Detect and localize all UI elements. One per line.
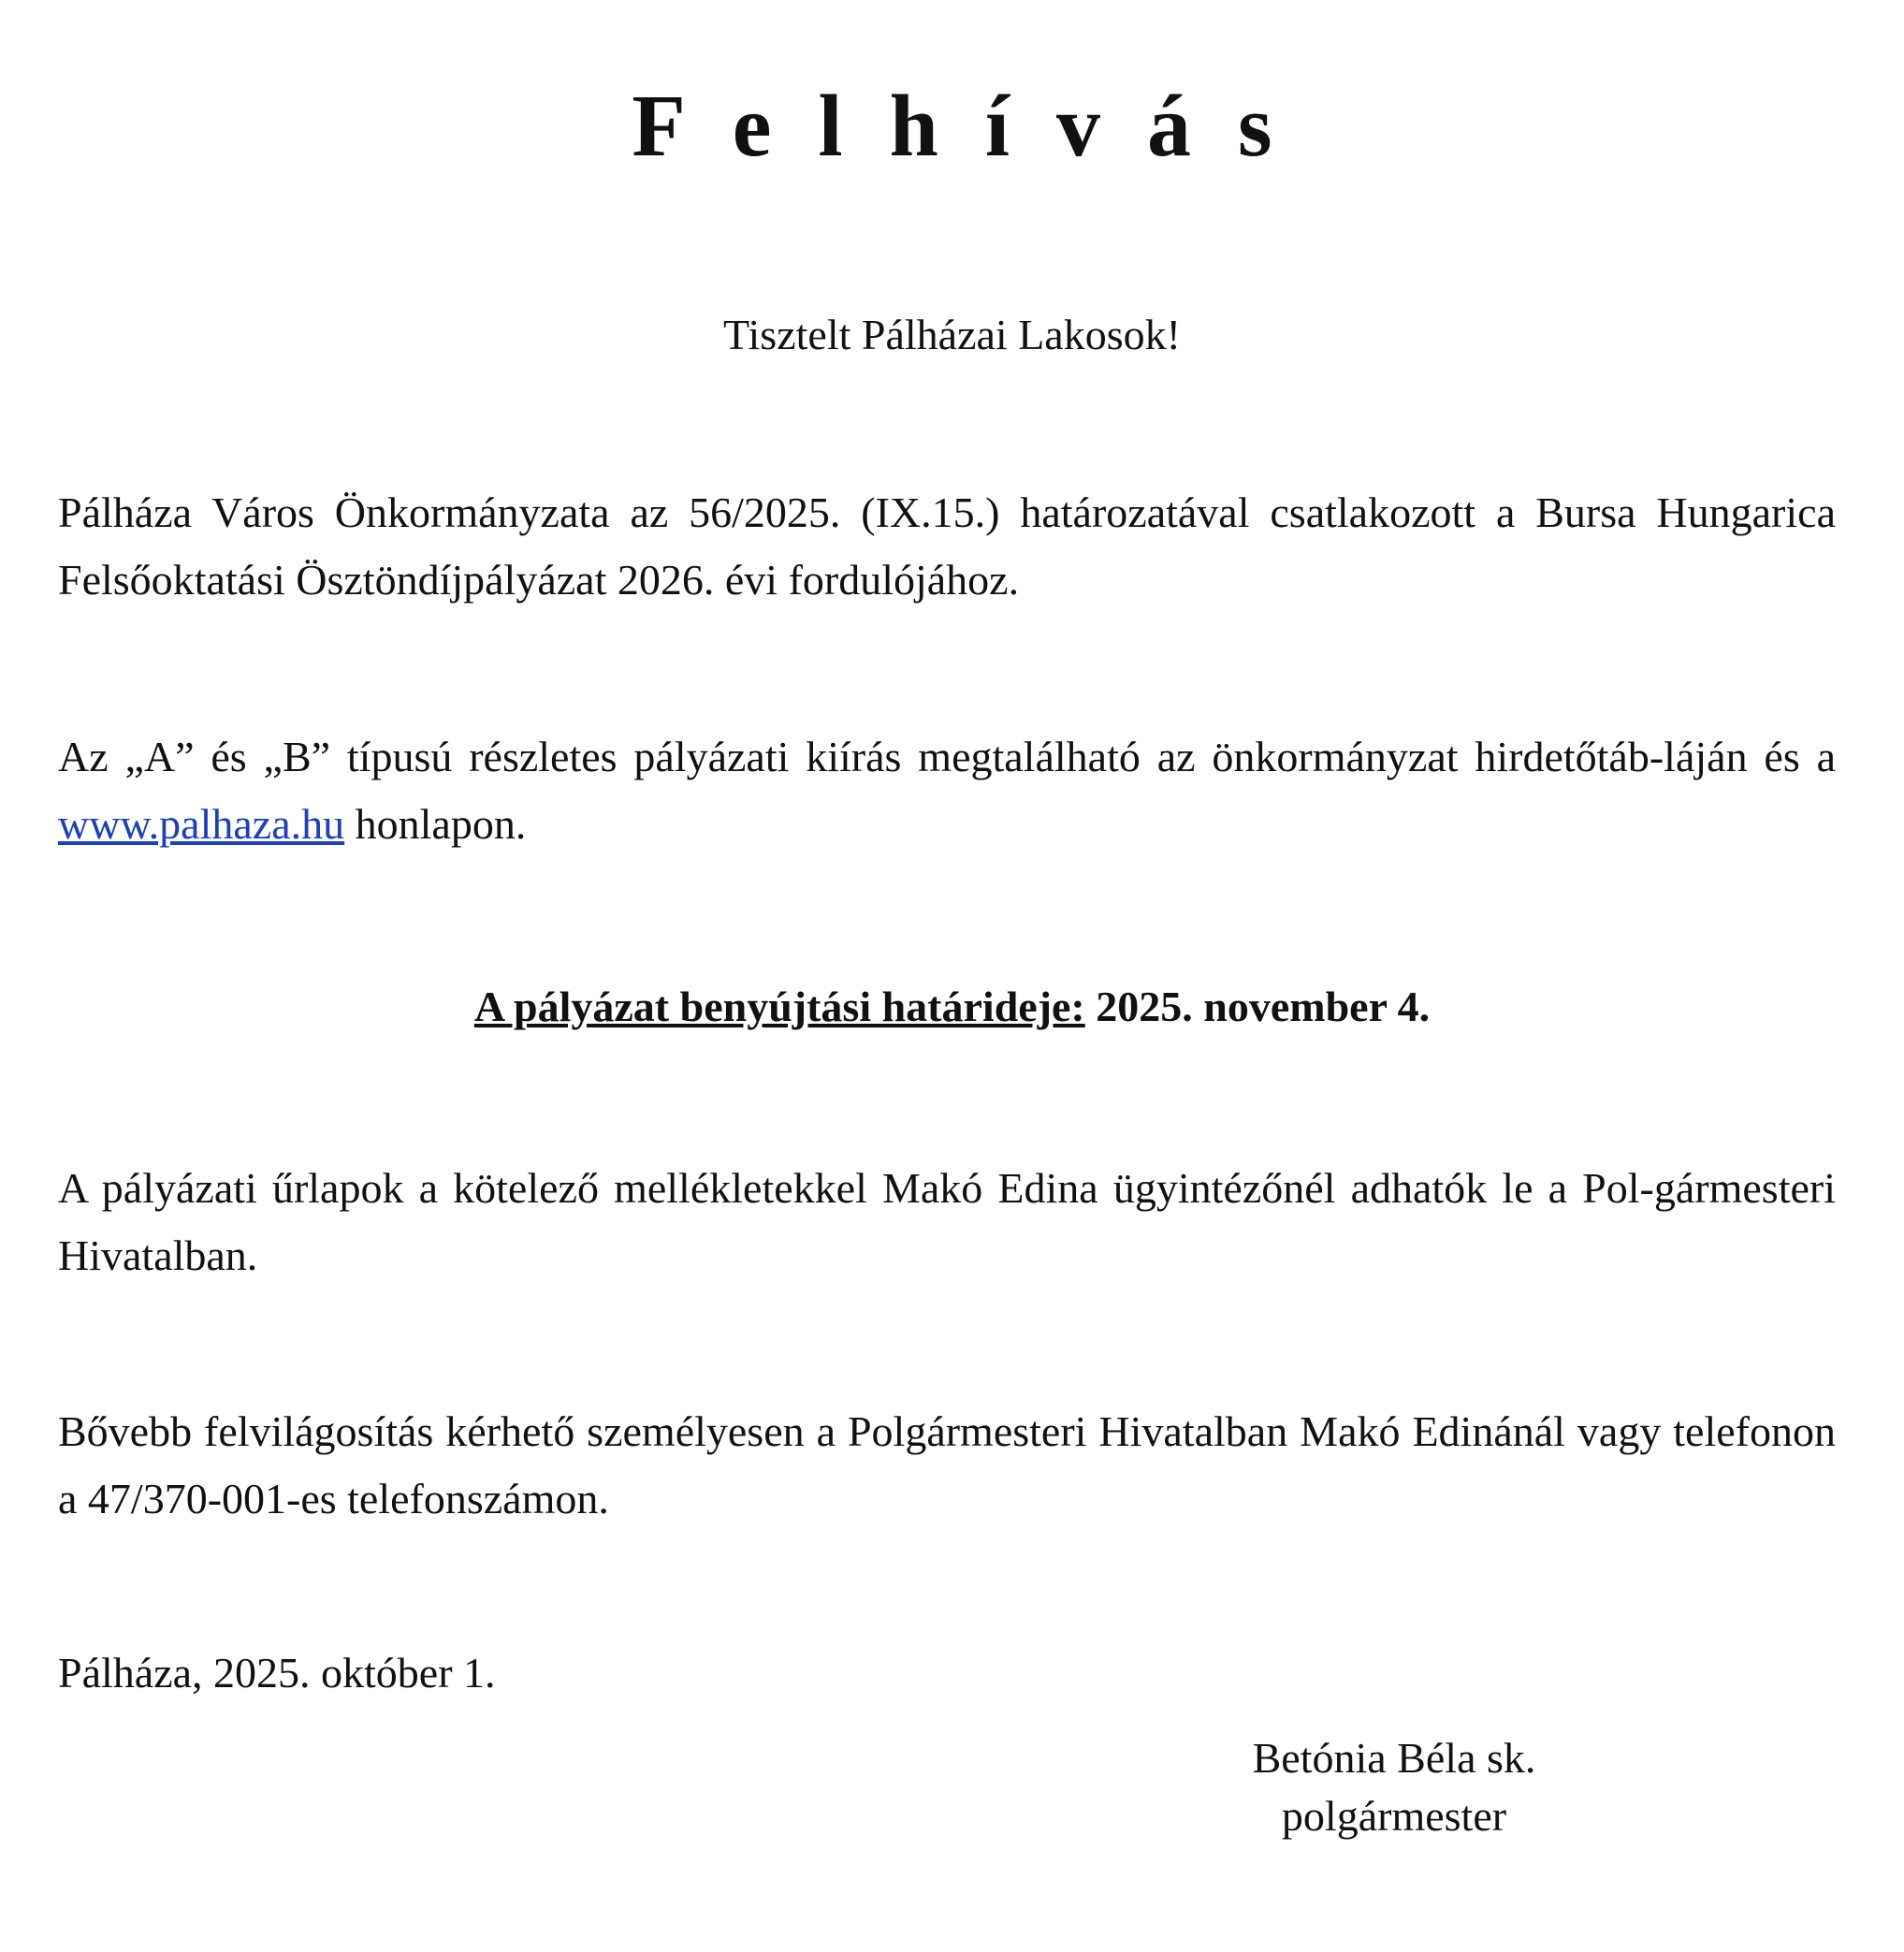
paragraph-announcement-tail: honlapon. [344, 800, 527, 848]
deadline-label: A pályázat benyújtási határideje: [473, 983, 1085, 1030]
paragraph-announcement [58, 723, 1836, 858]
paragraph-announcement-text: Az „A” és „B” típusú részletes pályázati kiírás megtalálható az önkormányzat hirdetőtáb-láján és a [58, 733, 1836, 780]
paragraph-information: Bővebb felvilágosítás kérhető személyesen a Polgármesteri Hivatalban Makó Edinánál vagy telefonon a 47/370-001-es telefonszámon. [58, 1407, 1836, 1522]
greeting: Tisztelt Pálházai Lakosok! [723, 311, 1181, 358]
page-title: Felhívás [632, 78, 1319, 175]
signature-name: Betónia Béla sk. [1252, 1734, 1536, 1782]
deadline-date: 2025. november 4. [1084, 983, 1431, 1030]
signature-block [1123, 1729, 1665, 1845]
deadline-line [0, 973, 1904, 1041]
paragraph-submission: A pályázati űrlapok a kötelező mellékletekkel Makó Edina ügyintézőnél adhatók le a Pol-gármesteri Hivatalban. [58, 1164, 1836, 1279]
signature-role: polgármester [1281, 1792, 1507, 1840]
place-date: Pálháza, 2025. október 1. [58, 1649, 496, 1697]
website-link[interactable]: www.palhaza.hu [58, 800, 345, 848]
paragraph-resolution: Pálháza Város Önkormányzata az 56/2025. (IX.15.) határozatával csatlakozott a Bursa Hungarica Felsőoktatási Ösztöndíjpályázat 2026. évi fordulójához. [58, 488, 1836, 604]
